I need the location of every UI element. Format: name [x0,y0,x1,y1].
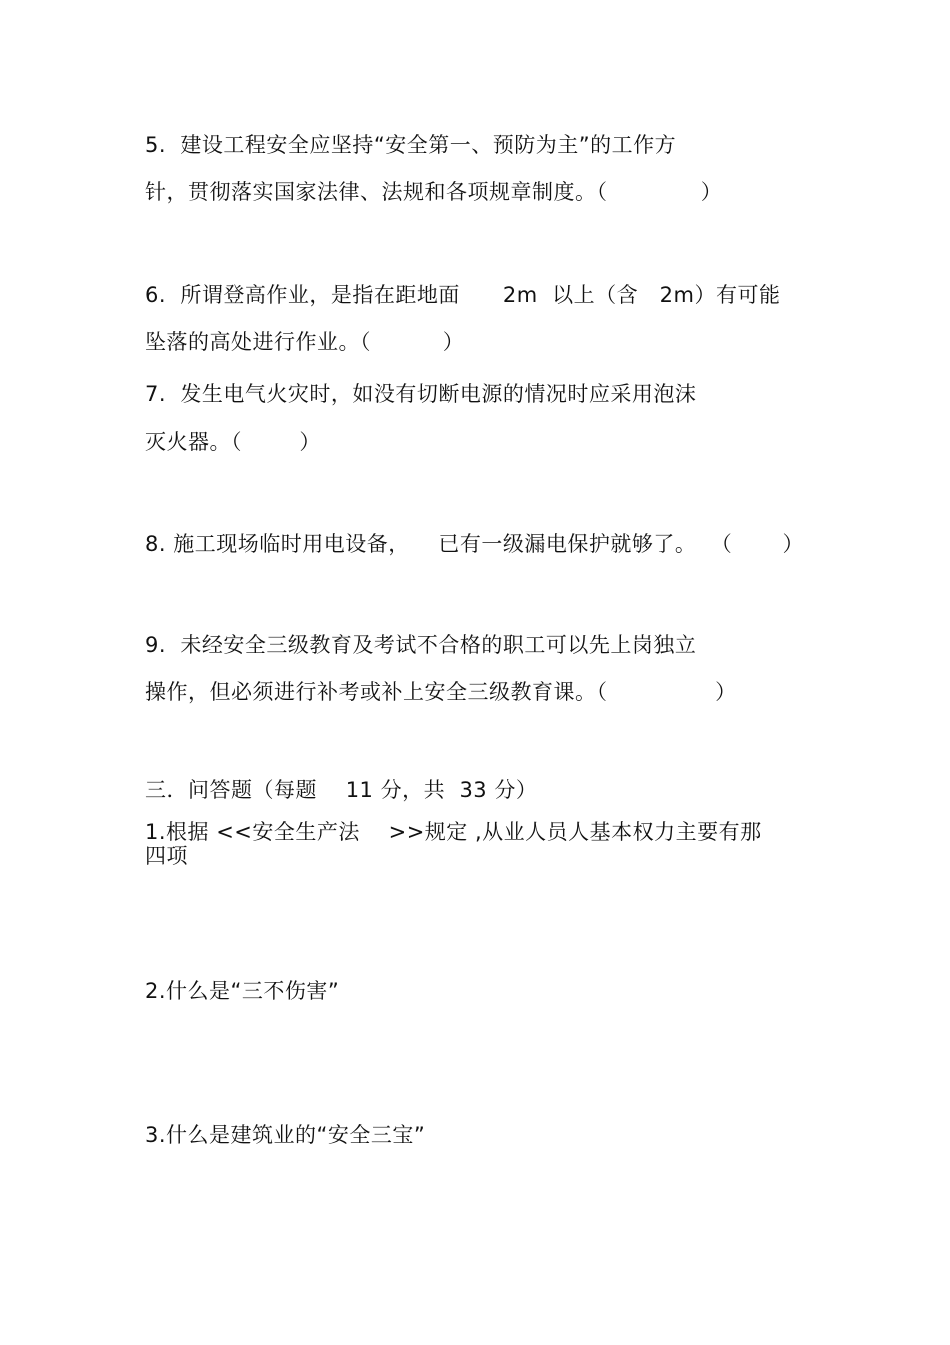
essay-question-1-line-1: 1.根据 <<安全生产法 >>规定 ,从业人员人基本权力主要有那 [145,820,762,844]
question-7-line-1: 7. 发生电气火灾时，如没有切断电源的情况时应采用泡沫 [145,382,697,406]
question-9-line-2: 操作，但必须进行补考或补上安全三级教育课。（ ） [145,680,737,704]
question-5-line-1: 5. 建设工程安全应坚持“安全第一、预防为主”的工作方 [145,133,677,157]
question-8-line-1: 8. 施工现场临时用电设备， 已有一级漏电保护就够了。 （ ） [145,532,804,556]
section-3-heading: 三．问答题（每题 11 分，共 33 分） [145,778,538,802]
essay-question-2: 2.什么是“三不伤害” [145,979,340,1003]
question-6-line-1: 6. 所谓登高作业，是指在距地面 2m 以上（含 2m）有可能 [145,283,781,307]
question-9-line-1: 9. 未经安全三级教育及考试不合格的职工可以先上岗独立 [145,633,697,657]
question-7-line-2: 灭火器。（ ） [145,430,321,454]
essay-question-3: 3.什么是建筑业的“安全三宝” [145,1123,426,1147]
question-5-line-2: 针，贯彻落实国家法律、法规和各项规章制度。（ ） [145,180,723,204]
essay-question-1-line-2: 四项 [145,844,188,868]
question-6-line-2: 坠落的高处进行作业。（ ） [145,330,465,354]
